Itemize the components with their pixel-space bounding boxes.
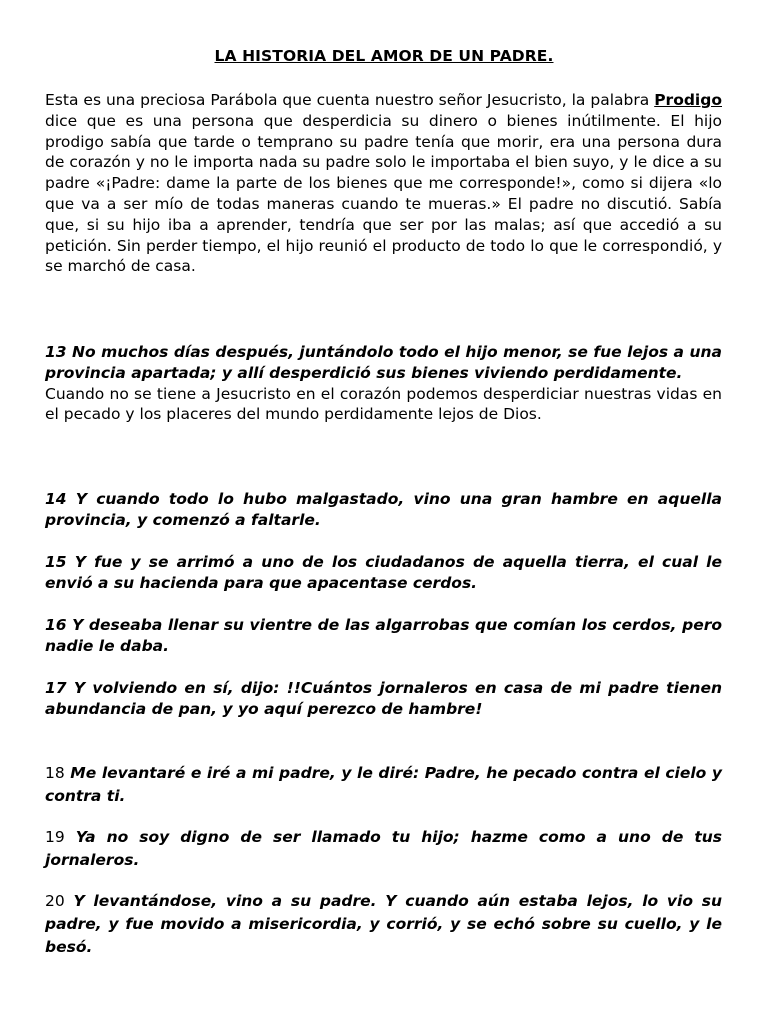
verse-13-section <box>45 342 722 425</box>
verse-17: 17 Y volviendo en sí, dijo: !!Cuántos jornaleros en casa de mi padre tienen abundancia de pan, y yo aquí perezco de hambre! <box>45 679 722 718</box>
verse-15: 15 Y fue y se arrimó a uno de los ciudadanos de aquella tierra, el cual le envió a su hacienda para que apacentase cerdos. <box>45 553 722 592</box>
intro-text-start: Esta es una preciosa Parábola que cuenta nuestro señor Jesucristo, la palabra <box>45 91 655 109</box>
commentary-13: Cuando no se tiene a Jesucristo en el corazón podemos desperdiciar nuestras vidas en el pecado y los placeres del mundo perdidamente lejos de Dios. <box>45 384 722 424</box>
verse-16: 16 Y deseaba llenar su vientre de las algarrobas que comían los cerdos, pero nadie le daba. <box>45 616 722 655</box>
verse-18-number: 18 <box>45 764 65 782</box>
document-title: LA HISTORIA DEL AMOR DE UN PADRE. <box>214 47 554 65</box>
verse-18 <box>45 762 722 808</box>
verse-19-text: Ya no soy digno de ser llamado tu hijo; hazme como a uno de tus jornaleros. <box>45 828 722 869</box>
verse-20 <box>45 890 722 959</box>
verse-20-number: 20 <box>45 892 65 910</box>
keyword-prodigo: Prodigo <box>654 91 722 109</box>
verse-20-text: Y levantándose, vino a su padre. Y cuando aún estaba lejos, lo vio su padre, y fue movido a misericordia, y corrió, y se echó sobre su cuello, y le besó. <box>45 892 722 956</box>
verse-14: 14 Y cuando todo lo hubo malgastado, vino una gran hambre en aquella provincia, y comenzó a faltarle. <box>45 490 722 529</box>
verse-19 <box>45 826 722 872</box>
intro-paragraph <box>45 90 722 277</box>
verse-19-number: 19 <box>45 828 65 846</box>
verse-13: 13 No muchos días después, juntándolo todo el hijo menor, se fue lejos a una provincia apartada; y allí desperdició sus bienes viviendo perdidamente. <box>45 343 722 382</box>
intro-text-end: dice que es una persona que desperdicia su dinero o bienes inútilmente. El hijo prodigo sabía que tarde o temprano su padre tenía que morir, era una persona dura de corazón y no le importa nada su padre solo le importaba el bien suyo, y le dice a su padre «¡Padre: dame la parte de los bienes que me corresponde!», como si dijera «lo que va a ser mío de todas maneras cuando te mueras.» El padre no discutió. Sabía que, si su hijo iba a aprender, tendría que ser por las malas; así que accedió a su petición. Sin perder tiempo, el hijo reunió el producto de todo lo que le correspondió, y se marchó de casa. <box>45 111 722 276</box>
verse-18-text: Me levantaré e iré a mi padre, y le diré: Padre, he pecado contra el cielo y contra ti. <box>45 764 722 805</box>
